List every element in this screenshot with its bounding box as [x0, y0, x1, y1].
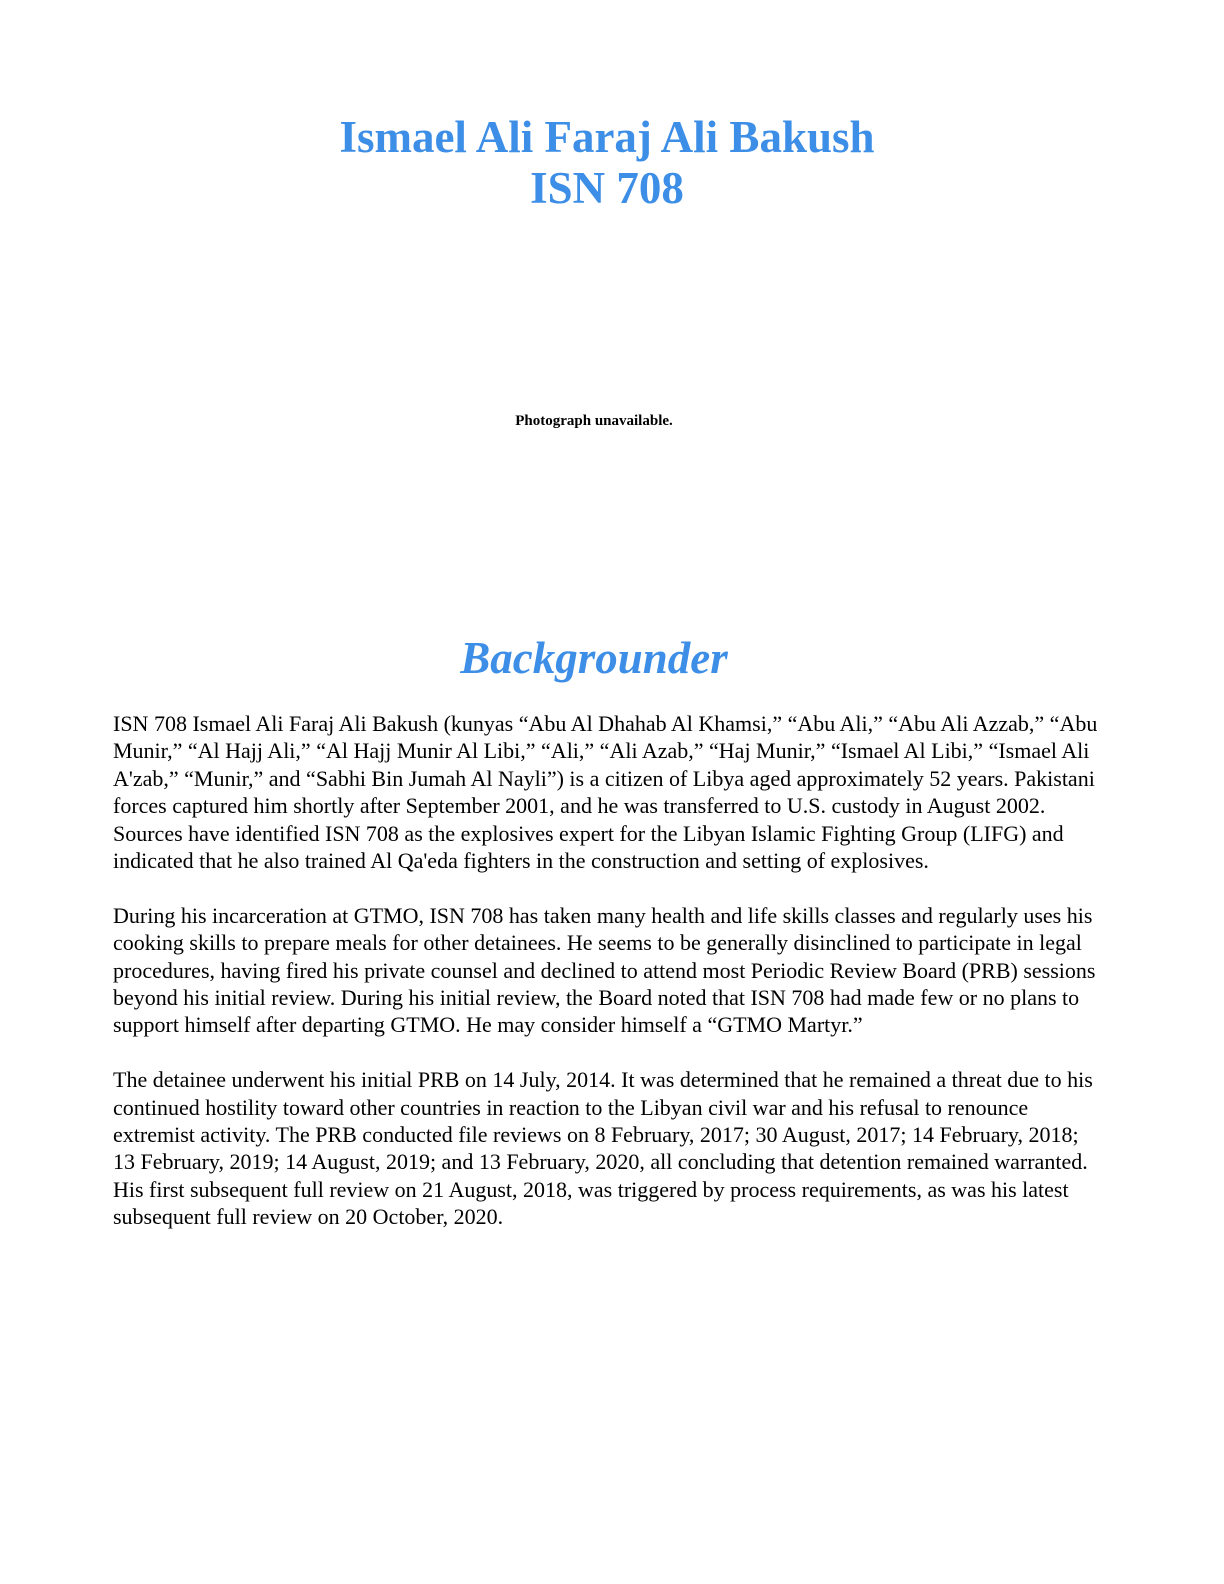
detainee-name: Ismael Ali Faraj Ali Bakush [339, 112, 875, 162]
body-text [113, 710, 1103, 1258]
paragraph: During his incarceration at GTMO, ISN 708 has taken many health and life skills classes and regularly uses his cooking skills to prepare meals for other detainees. He seems to be generally disinclined to participate in legal procedures, having fired his private counsel and declined to attend most Periodic Review Board (PRB) sessions beyond his initial review. During his initial review, the Board noted that ISN 708 had made few or no plans to support himself after departing GTMO. He may consider himself a “GTMO Martyr.” [113, 902, 1096, 1038]
document-title [0, 112, 1224, 214]
paragraph: ISN 708 Ismael Ali Faraj Ali Bakush (kunyas “Abu Al Dhahab Al Khamsi,” “Abu Ali,” “Abu Ali Azzab,” “Abu Munir,” “Al Hajj Ali,” “Al Hajj Munir Al Libi,” “Ali,” “Ali Azab,” “Haj Munir,” “Ismael Al Libi,” “Ismael Ali A'zab,” “Munir,” and “Sabhi Bin Jumah Al Nayli”) is a citizen of Libya aged approximately 52 years. Pakistani forces captured him shortly after September 2001, and he was transferred to U.S. custody in August 2002. Sources have identified ISN 708 as the explosives expert for the Libyan Islamic Fighting Group (LIFG) and indicated that he also trained Al Qa'eda fighters in the construction and setting of explosives. [113, 711, 1098, 874]
detainee-isn: ISN 708 [530, 163, 684, 213]
photo-caption: Photograph unavailable. [515, 413, 673, 429]
paragraph: The detainee underwent his initial PRB on 14 July, 2014. It was determined that he remained a threat due to his continued hostility toward other countries in reaction to the Libyan civil war and his refusal to renounce extremist activity. The PRB conducted file reviews on 8 February, 2017; 30 August, 2017; 14 February, 2018; 13 February, 2019; 14 August, 2019; and 13 February, 2020, all concluding that detention remained warranted. His first subsequent full review on 21 August, 2018, was triggered by process requirements, as was his latest subsequent full review on 20 October, 2020. [113, 1067, 1093, 1230]
section-heading: Backgrounder [460, 633, 728, 683]
